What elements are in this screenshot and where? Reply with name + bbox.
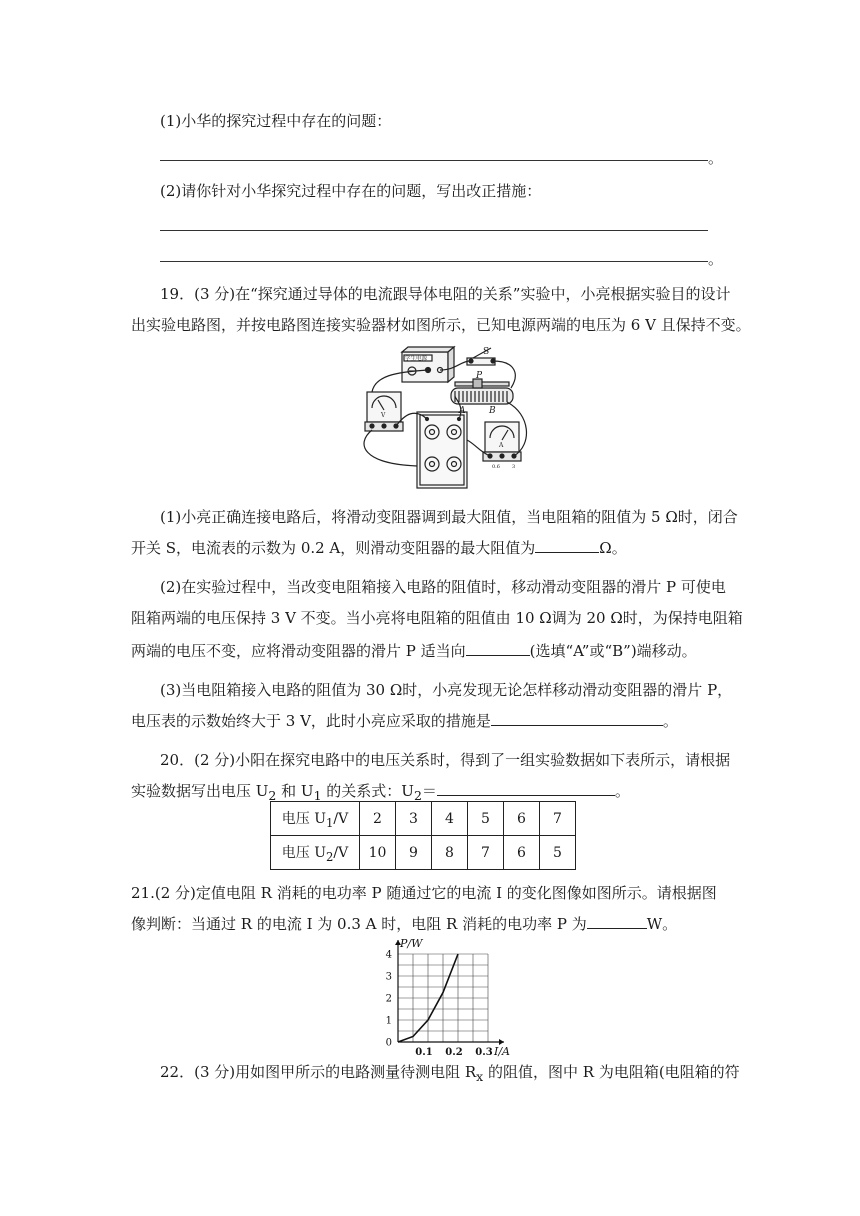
row-header xyxy=(271,802,360,836)
table-cell: 7 xyxy=(540,802,576,836)
subscript: 2 xyxy=(268,788,277,803)
x-axis-label: I/A xyxy=(494,1045,510,1058)
text-span: /V xyxy=(333,844,349,861)
text-span: 实验数据写出电压 U xyxy=(131,782,269,800)
answer-blank[interactable] xyxy=(491,711,663,726)
text-span: 像判断：当通过 R 的电流 I 为 0.3 A 时，电阻 R 消耗的电功率 P 为 xyxy=(131,915,587,933)
answer-line[interactable] xyxy=(160,261,708,262)
text-span: ＝ xyxy=(421,782,437,800)
table-cell: 3 xyxy=(396,802,432,836)
q18-part2: (2)请你针对小华探究过程中存在的问题，写出改正措施： xyxy=(160,182,542,200)
answer-line[interactable] xyxy=(160,230,708,231)
y-axis-label: P/W xyxy=(400,938,423,950)
x-tick-label: 0.3 xyxy=(475,1047,493,1058)
q21-line2 xyxy=(131,914,677,934)
text-span: 22．(3 分)用如图甲所示的电路测量待测电阻 R xyxy=(160,1063,477,1081)
power-supply-label: 学生电源 xyxy=(405,356,428,362)
end-mark: 。 xyxy=(708,250,724,268)
row-header xyxy=(271,836,360,870)
switch-label: S xyxy=(483,347,490,357)
slider-label: P xyxy=(476,371,483,381)
y-tick-label: 4 xyxy=(385,949,392,961)
table-row xyxy=(271,836,576,870)
voltage-data-table xyxy=(270,801,576,870)
text-span: (选填“A”或“B”)端移动。 xyxy=(529,642,697,660)
ammeter-scale-a: 0.6 xyxy=(492,464,500,470)
table-cell: 10 xyxy=(360,836,396,870)
ammeter-scale-b: 3 xyxy=(512,464,516,470)
answer-blank[interactable] xyxy=(466,641,530,656)
text-span: 两端的电压不变，应将滑动变阻器的滑片 P 适当向 xyxy=(131,642,466,660)
table-cell: 6 xyxy=(504,836,540,870)
text-span: 电压 U xyxy=(281,844,326,861)
table-cell: 5 xyxy=(540,836,576,870)
table-cell: 9 xyxy=(396,836,432,870)
text-span: 开关 S，电流表的示数为 0.2 A，则滑动变阻器的最大阻值为 xyxy=(131,539,536,557)
power-current-chart xyxy=(370,938,515,1058)
text-span: 。 xyxy=(614,782,630,800)
text-span: 的关系式：U xyxy=(321,782,414,800)
y-tick-label: 0 xyxy=(385,1037,392,1049)
q18-part1: (1)小华的探究过程中存在的问题： xyxy=(160,112,392,130)
q19-sub3-line2 xyxy=(131,711,678,731)
answer-line[interactable] xyxy=(160,160,708,161)
x-tick-label: 0.2 xyxy=(445,1047,463,1058)
q19-sub3-line1: (3)当电阻箱接入电路的阻值为 30 Ω时，小亮发现无论怎样移动滑动变阻器的滑片 P， xyxy=(160,681,733,699)
answer-blank[interactable] xyxy=(437,781,615,796)
q19-line1: 19．(3 分)在“探究通过导体的电流跟导体电阻的关系”实验中，小亮根据实验目的设计 xyxy=(160,285,731,303)
q19-sub2-line1: (2)在实验过程中，当改变电阻箱接入电路的阻值时，移动滑动变阻器的滑片 P 可使电 xyxy=(160,578,726,596)
answer-blank[interactable] xyxy=(587,914,647,929)
table-cell: 4 xyxy=(432,802,468,836)
voltmeter-label: V xyxy=(381,412,386,419)
y-tick-label: 2 xyxy=(385,993,392,1005)
q20-line1: 20．(2 分)小阳在探究电路中的电压关系时，得到了一组实验数据如下表所示，请根据 xyxy=(160,751,731,769)
subscript: 2 xyxy=(413,788,422,803)
subscript: x xyxy=(476,1069,484,1084)
text-span: 和 U xyxy=(276,782,314,800)
q19-sub1-line1: (1)小亮正确连接电路后，将滑动变阻器调到最大阻值，当电阻箱的阻值为 5 Ω时，闭合 xyxy=(160,508,738,526)
text-span: /V xyxy=(333,810,349,827)
text-span: 的阻值，图中 R 为电阻箱(电阻箱的符 xyxy=(483,1063,740,1081)
subscript: 2 xyxy=(326,849,334,864)
q22-line1 xyxy=(160,1062,740,1087)
y-tick-label: 3 xyxy=(385,971,392,983)
table-cell: 5 xyxy=(468,802,504,836)
table-cell: 6 xyxy=(504,802,540,836)
text-span: 电压 U xyxy=(281,810,326,827)
subscript: 1 xyxy=(326,815,334,830)
text-span: W。 xyxy=(646,915,678,933)
end-a-label: A xyxy=(459,406,466,416)
text-span: 。 xyxy=(662,712,678,730)
answer-blank[interactable] xyxy=(535,538,599,553)
table-cell: 2 xyxy=(360,802,396,836)
q21-line1: 21.(2 分)定值电阻 R 消耗的电功率 P 随通过它的电流 I 的变化图像如图所示。请根据图 xyxy=(131,884,717,902)
table-cell: 7 xyxy=(468,836,504,870)
table-row xyxy=(271,802,576,836)
end-b-label: B xyxy=(489,406,496,416)
ammeter-label: A xyxy=(499,442,504,449)
q19-line2: 出实验电路图，并按电路图连接实验器材如图所示，已知电源两端的电压为 6 V 且保持不变。 xyxy=(131,316,751,334)
x-tick-label: 0.1 xyxy=(415,1047,433,1058)
q19-sub2-line2: 阻箱两端的电压保持 3 V 不变。当小亮将电阻箱的阻值由 10 Ω调为 20 Ω时，为保持电阻箱 xyxy=(131,609,743,627)
text-span: Ω。 xyxy=(599,539,627,557)
q19-sub1-line2 xyxy=(131,538,627,558)
y-tick-label: 1 xyxy=(385,1015,392,1027)
text-span: 电压表的示数始终大于 3 V，此时小亮应采取的措施是 xyxy=(131,712,491,730)
table-cell: 8 xyxy=(432,836,468,870)
circuit-apparatus-figure xyxy=(355,344,535,494)
q19-sub2-line3 xyxy=(131,641,697,661)
subscript: 1 xyxy=(313,788,322,803)
end-mark: 。 xyxy=(708,149,724,167)
